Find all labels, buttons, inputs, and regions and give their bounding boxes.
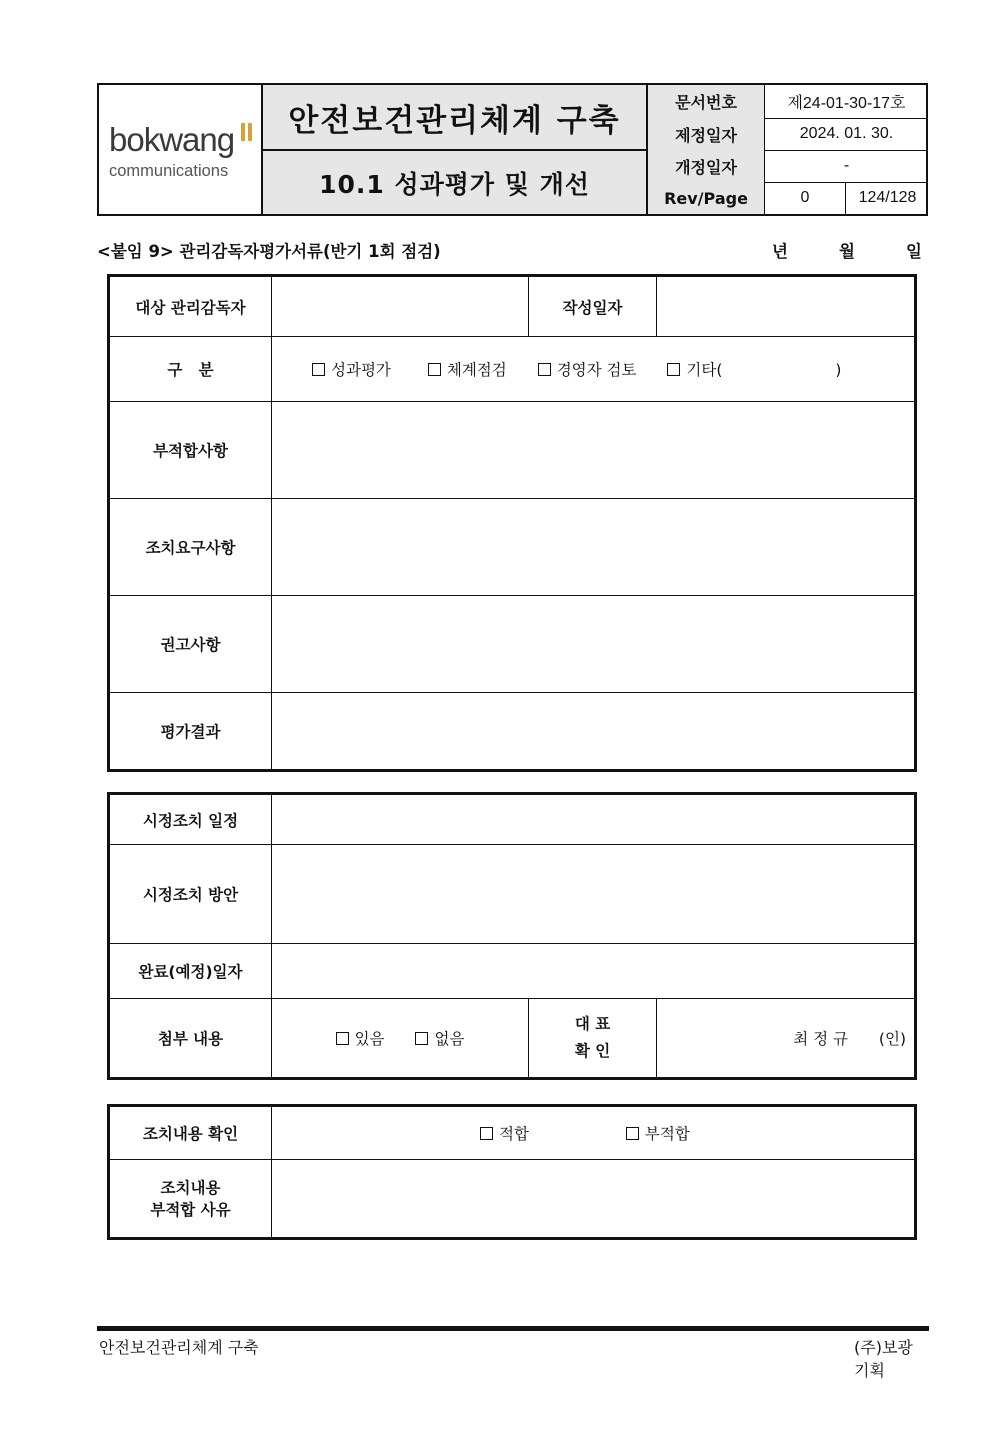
completion-date-field[interactable] [272,944,916,999]
nonconformity-label: 부적합사항 [109,402,272,499]
doc-number-label: 문서번호 [648,85,765,118]
checkbox-management-review[interactable]: 경영자 검토 [538,361,637,379]
checkbox-icon [336,1032,349,1045]
attachment-options [272,999,529,1079]
checkbox-system-check[interactable]: 체계점검 [428,361,507,379]
year-label: 년 [772,242,788,261]
evaluation-result-label: 평가결과 [109,693,272,771]
action-confirm-table [107,1104,917,1240]
nonconformity-reason-label: 조치내용 부적합 사유 [109,1160,272,1239]
corrective-action-table [107,792,917,1080]
corrective-schedule-field[interactable] [272,794,916,845]
company-logo [99,85,263,214]
checkbox-nonconforming[interactable]: 부적합 [626,1125,690,1143]
action-confirm-label: 조치내용 확인 [109,1106,272,1160]
recommendation-field[interactable] [272,596,916,693]
document-meta [646,85,926,214]
corrective-plan-label: 시정조치 방안 [109,845,272,944]
action-required-field[interactable] [272,499,916,596]
checkbox-icon [626,1127,639,1140]
doc-number-value: 제24-01-30-17호 [787,95,906,112]
checkbox-conforming[interactable]: 적합 [480,1125,529,1143]
other-close-paren: ) [835,361,842,379]
completion-date-label: 완료(예정)일자 [109,944,272,999]
attachment-subheading: <붙임 9> 관리감독자평가서류(반기 1회 점검) [97,242,441,261]
logo-accent-bars [241,123,253,141]
rev-page-label: Rev/Page [648,182,765,214]
evaluation-table [107,274,917,772]
established-date-label: 제정일자 [648,118,765,150]
checkbox-attachment-yes[interactable]: 있음 [336,1030,385,1048]
checkbox-attachment-no[interactable]: 없음 [415,1030,464,1048]
page-value: 124/128 [845,182,929,214]
revision-date-label: 개정일자 [648,150,765,182]
category-label: 구 분 [109,337,272,402]
footer-company-name: (주)보광기획 [854,1338,913,1380]
established-date-value: 2024. 01. 30. [799,125,894,142]
seal-mark: (인) [878,1030,906,1048]
rev-value: 0 [800,189,810,206]
checkbox-icon [312,363,325,376]
checkbox-icon [480,1127,493,1140]
date-placeholder [772,238,922,262]
target-supervisor-label: 대상 관리감독자 [109,276,272,337]
document-subtitle: 10.1 성과평가 및 개선 [263,151,646,214]
checkbox-icon [667,363,680,376]
corrective-plan-field[interactable] [272,845,916,944]
ceo-name: 최 정 규 [793,1030,848,1048]
logo-subtitle: communications [109,162,229,180]
revision-date-value: - [843,157,850,174]
checkbox-icon [428,363,441,376]
attachment-label: 첨부 내용 [109,999,272,1079]
checkbox-other[interactable]: 기타( [667,361,722,379]
nonconformity-reason-field[interactable] [272,1160,916,1239]
action-confirm-options [272,1106,916,1160]
month-label: 월 [839,242,855,261]
written-date-field[interactable] [657,276,916,337]
action-required-label: 조치요구사항 [109,499,272,596]
day-label: 일 [906,242,922,261]
checkbox-icon [415,1032,428,1045]
ceo-confirm-label: 대 표 확 인 [529,999,657,1079]
corrective-schedule-label: 시정조치 일정 [109,794,272,845]
evaluation-result-field[interactable] [272,693,916,771]
category-options [272,337,916,402]
footer-rule [97,1326,929,1331]
written-date-label: 작성일자 [529,276,657,337]
ceo-signature[interactable] [657,999,916,1079]
document-header [97,83,928,216]
document-title: 안전보건관리체계 구축 [263,85,646,151]
nonconformity-field[interactable] [272,402,916,499]
target-supervisor-field[interactable] [272,276,529,337]
footer-document-name: 안전보건관리체계 구축 [99,1338,259,1357]
recommendation-label: 권고사항 [109,596,272,693]
checkbox-performance-eval[interactable]: 성과평가 [312,361,391,379]
checkbox-icon [538,363,551,376]
logo-wordmark: bokwang [109,121,235,158]
